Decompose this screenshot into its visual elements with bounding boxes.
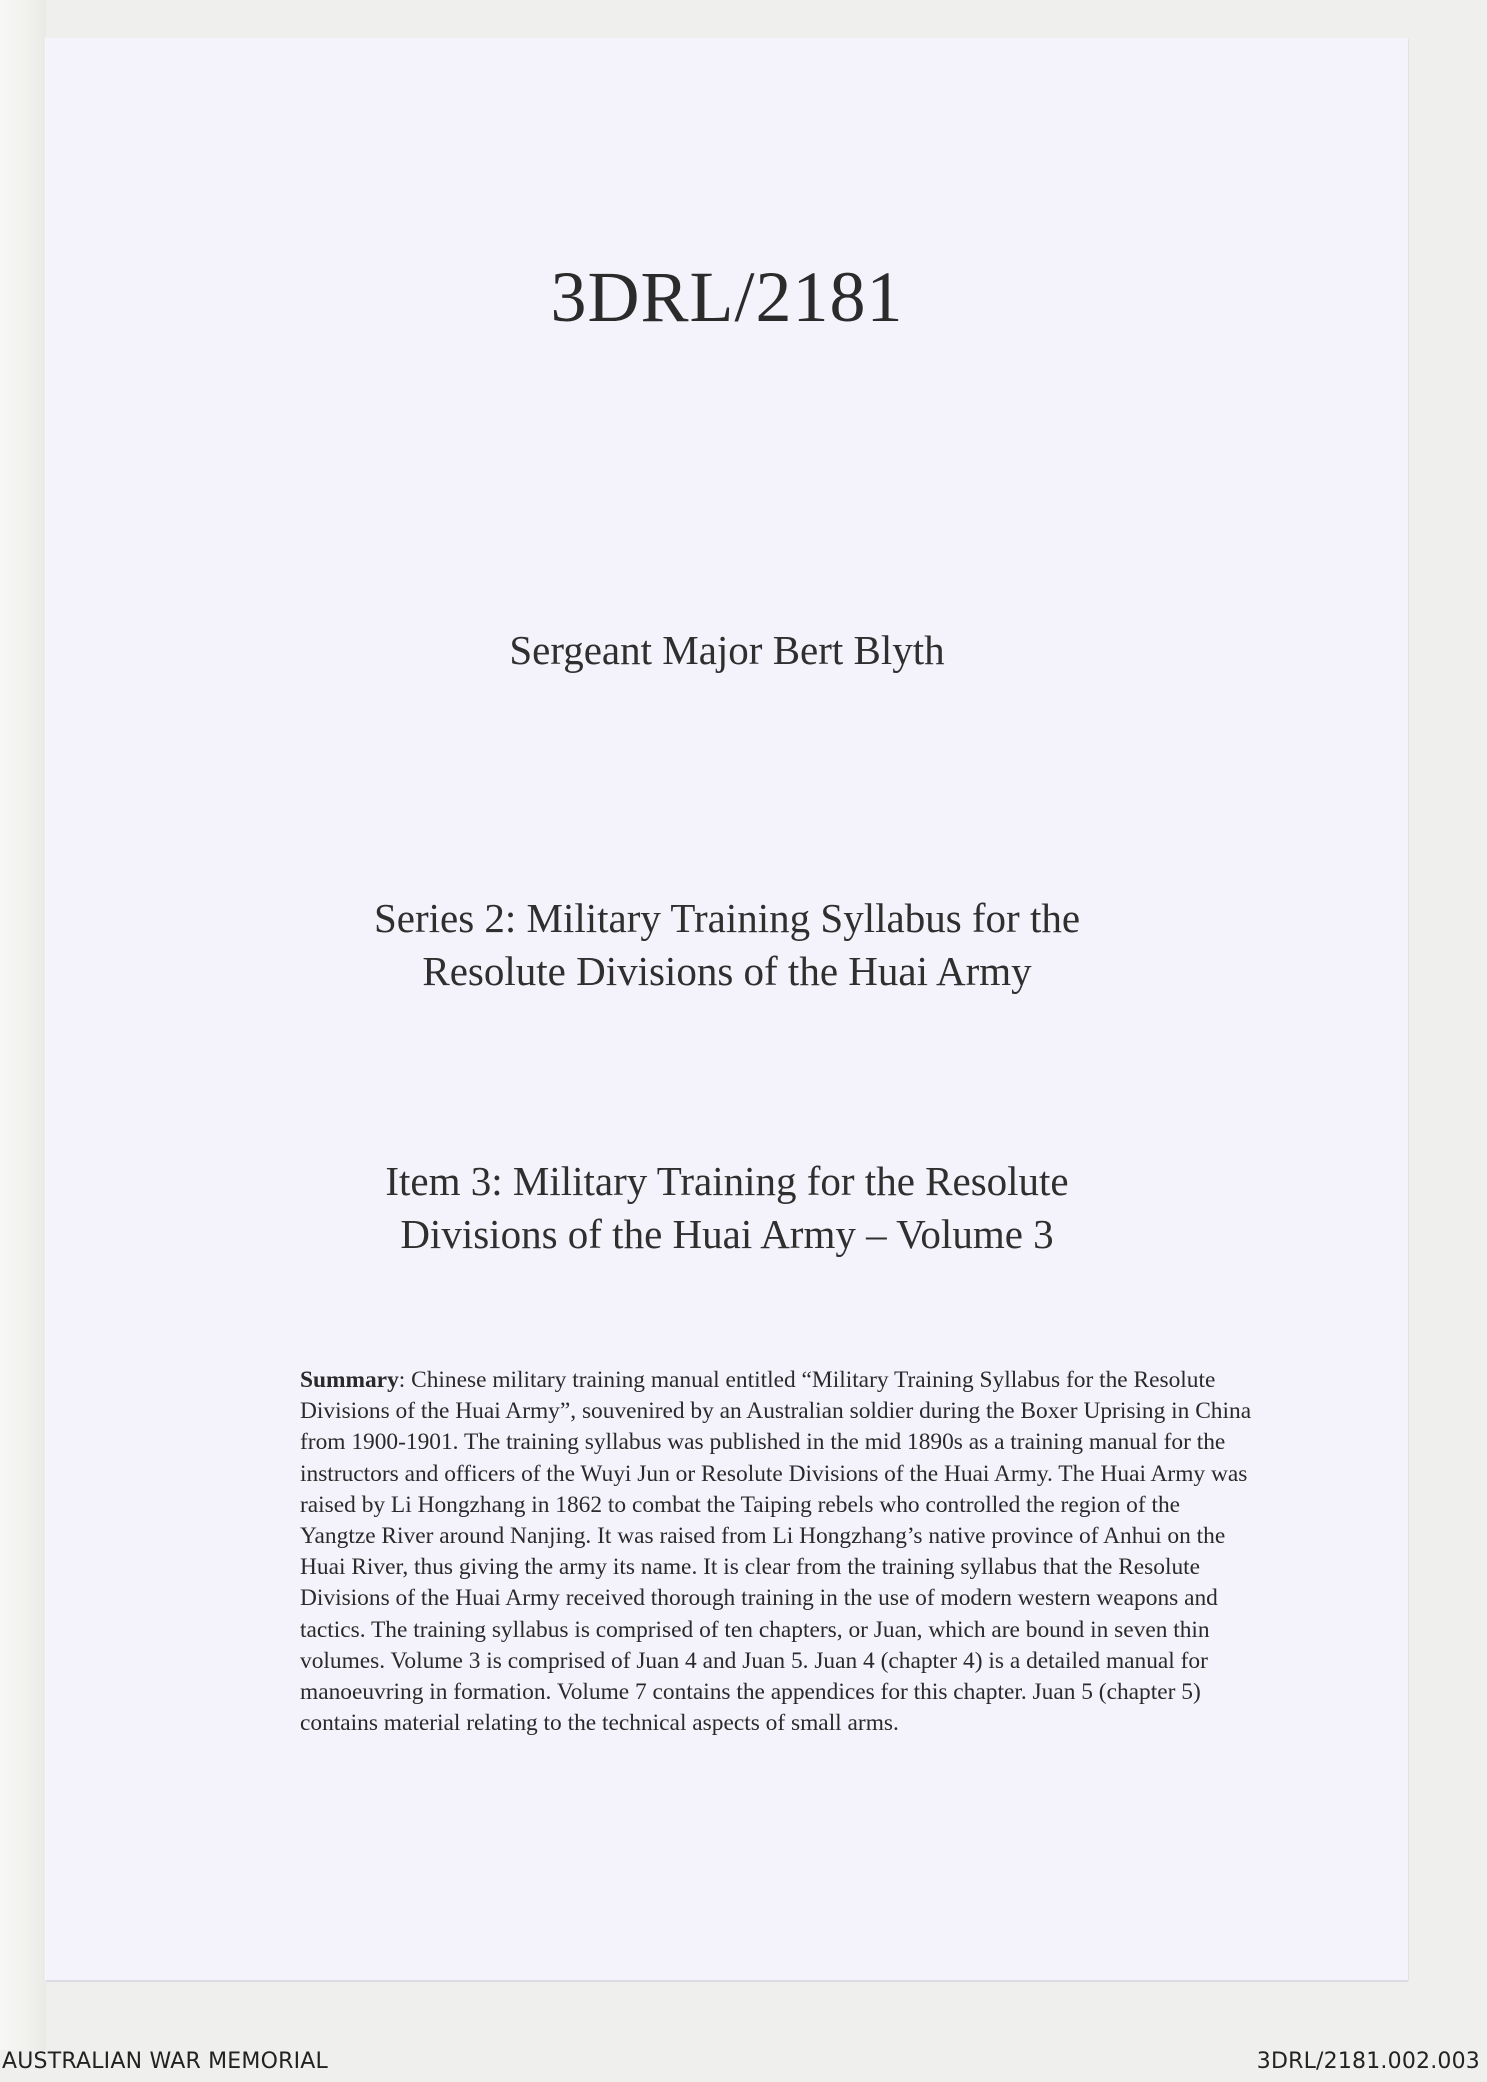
series-title-line-1: Series 2: Military Training Syllabus for the	[373, 895, 1081, 941]
summary-label: Summary	[300, 1367, 399, 1393]
document-page	[46, 38, 1408, 1980]
series-title-line-2: Resolute Divisions of the Huai Army	[422, 948, 1032, 994]
summary-paragraph	[300, 1365, 1260, 1739]
footer-item-id: 3DRL/2181.002.003	[1256, 2049, 1480, 2074]
item-title-line-2: Divisions of the Huai Army – Volume 3	[400, 1211, 1054, 1257]
summary-text: : Chinese military training manual entitled “Military Training Syllabus for the Resolute Divisions of the Huai Army”, souvenired by an Australian soldier during the Boxer Uprising in China from 1900-1901. The training syllabus was published in the mid 1890s as a training manual for the instructors and officers of the Wuyi Jun or Resolute Divisions of the Huai Army. The Huai Army was raised by Li Hongzhang in 1862 to combat the Taiping rebels who controlled the region of the Yangtze River around Nanjing. It was raised from Li Hongzhang’s native province of Anhui on the Huai River, thus giving the army its name. It is clear from the training syllabus that the Resolute Divisions of the Huai Army received thorough training in the use of modern western weapons and tactics. The training syllabus is comprised of ten chapters, or Juan, which are bound in seven thin volumes. Volume 3 is comprised of Juan 4 and Juan 5. Juan 4 (chapter 4) is a detailed manual for manoeuvring in formation. Volume 7 contains the appendices for this chapter. Juan 5 (chapter 5) contains material relating to the technical aspects of small arms.	[300, 1367, 1252, 1737]
author-name: Sergeant Major Bert Blyth	[509, 627, 945, 673]
scanner-edge	[0, 0, 46, 2050]
reference-number: 3DRL/2181	[550, 257, 904, 337]
item-title	[46, 1155, 1408, 1261]
series-title	[46, 892, 1408, 998]
footer-institution: AUSTRALIAN WAR MEMORIAL	[2, 2049, 328, 2074]
item-title-line-1: Item 3: Military Training for the Resolute	[385, 1158, 1069, 1204]
